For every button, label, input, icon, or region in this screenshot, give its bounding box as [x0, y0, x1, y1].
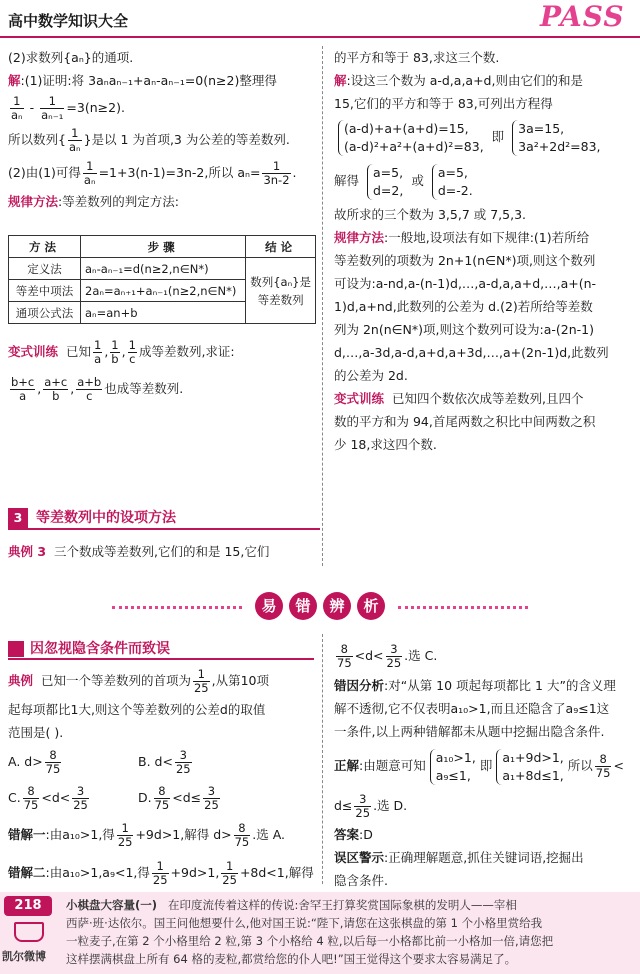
method-table [8, 235, 316, 324]
variant-label: 变式训练 [334, 391, 385, 406]
option-d: D. $\frac{8}{75}$ <d≤ $\frac{3}{25}$ [138, 784, 219, 812]
fraction: $\frac{1}{\text{aₙ}}$ [11, 94, 23, 122]
wrong-solution-2: 错解二:由a₁₀>1,a₉<1,得 $\frac{1}{25}$ +9d>1, $\frac{1}{25}$ +8d<1,解得 [8, 859, 314, 887]
section-marker [8, 641, 24, 657]
publisher-label: 凯尔微博 [2, 950, 46, 963]
banner-char: 错 [289, 592, 317, 620]
page-footer [0, 892, 640, 974]
options-row-2 [8, 780, 320, 816]
table-row: 等差中项法 2aₙ=aₙ₊₁+aₙ₋₁(n≥2,n∈N*) [9, 280, 316, 302]
variant-training-left: 变式训练 已知 $\frac{1}{a}$ , $\frac{1}{b}$ , $\frac{1}{c}$ 成等差数列,求证: $\frac{b+c}{a}$ , $\frac{a+c}{b}$ , $\frac{a+b}{c}$ 也成等差数列. [8, 338, 235, 403]
section-number: 3 [8, 508, 28, 528]
conclusion-line: 所以数列{ $\frac{1}{\text{aₙ}}$ }是以 1 为首项,3 为公差的等差数列. [8, 126, 290, 154]
column-divider-bottom [322, 634, 323, 884]
error-analysis-banner [0, 592, 640, 624]
left-column-top [8, 46, 318, 213]
correct-solution: 正解:由题意可知 a₁₀>1, a₉≤1, 即 a₁+9d>1, a₁+8d≤1, 所以 $\frac{8}{75}$ < [334, 749, 624, 783]
warning-label: 误区警示 [334, 850, 385, 865]
page-number: 218 [14, 898, 42, 913]
wrong-solution-1: 错解一:由a₁₀>1,得 $\frac{1}{25}$ +9d>1,解得 d> $\frac{8}{75}$ .选 A. [8, 821, 286, 849]
banner-char: 辨 [323, 592, 351, 620]
general-term-line: (2)由(1)可得 $\frac{1}{\text{aₙ}}$ =1+3(n-1)=3n-2,所以 aₙ= $\frac{1}{3n-2}$ . [8, 159, 297, 187]
recurrence-line: $\frac{1}{\text{aₙ}}$ - $\frac{1}{\text{aₙ₋₁}}$ =3(n≥2). [11, 94, 125, 122]
book-icon [14, 922, 44, 942]
banner-char: 易 [255, 592, 283, 620]
dotted-line-right [398, 606, 528, 609]
section-title: 因忽视隐含条件而致误 [30, 641, 170, 657]
solution-label: 解 [8, 73, 21, 88]
option-a: A. d> $\frac{8}{75}$ [8, 748, 61, 776]
banner-char: 析 [357, 592, 385, 620]
solution-line: 解:(1)证明:将 3aₙaₙ₋₁+aₙ-aₙ₋₁=0(n≥2)整理得 [8, 73, 277, 88]
table-header: 方法 [9, 236, 81, 258]
story-text: 小棋盘大容量(一) 在印度流传着这样的传说:舍罕王打算奖赏国际象棋的发明人——宰相 西萨·班·达依尔。国王问他想要什么,他对国王说:“陛下,请您在这张棋盘的第 1 个小格里赏给我 一粒麦子,在第 2 个小格里给 2 粒,第 3 个小格给 4 粒,以后每一小格都比前一小格加一倍,请您把 这样摆满棋盘上所有 64 格的麦粒,都赏给您的仆人吧!”国王觉得这个要求太容易满足了。 [66, 898, 554, 966]
error-section-heading [8, 638, 314, 660]
dotted-line-left [112, 606, 242, 609]
variant-label: 变式训练 [8, 344, 59, 359]
table-header: 步骤 [81, 236, 246, 258]
table-row: 通项公式法 aₙ=an+b [9, 302, 316, 324]
solution-system: 解得 a=5, d=2, 或 a=5, d=-2. [334, 164, 473, 198]
example-label: 典例 [8, 673, 34, 688]
right-column-bottom: $\frac{8}{75}$ <d< $\frac{3}{25}$ .选 C. 错因分析:对“从第 10 项起每项都比 1 大”的含义理 解不透彻,它不仅表明a₁₀>1,而且还隐含了a₉≤1这 一条件,以上两种错解都未从题中挖掘出隐含条件. 正解:由题意可知 a₁₀>1, a₉≤1, 即 a₁+9d>1, a₁+8d≤1, 所以 $\frac{8}{75}$ < d≤ $\frac{3}{25}$ .选 D. 答案:D 误区警示:正确理解题意,抓住关键词语,挖掘出 隐含条件. [334, 638, 634, 892]
rule-label: 规律方法 [334, 230, 385, 245]
answer-label: 答案 [334, 827, 360, 842]
page-header [0, 0, 640, 38]
rule-method-line: 规律方法:等差数列的判定方法: [8, 194, 179, 209]
problem-part2: (2)求数列{aₙ}的通项. [8, 50, 134, 65]
table-conclusion: 数列{aₙ}是 等差数列 [246, 258, 316, 324]
option-c: C. $\frac{8}{75}$ <d< $\frac{3}{25}$ [8, 784, 88, 812]
section-title: 等差数列中的设项方法 [36, 510, 176, 526]
option-b: B. d< $\frac{3}{25}$ [138, 748, 191, 776]
equation-system: (a-d)+a+(a+d)=15, (a-d)²+a²+(a+d)²=83, 即 3a=15, 3a²+2d²=83, [334, 115, 634, 159]
options-row-1 [8, 744, 320, 780]
fraction: $\frac{1}{\text{aₙ₋₁}}$ [41, 94, 64, 122]
cause-label: 错因分析 [334, 678, 385, 693]
column-divider-top [322, 46, 323, 566]
header-title: 高中数学知识大全 [8, 12, 129, 30]
rule-label: 规律方法 [8, 194, 59, 209]
table-row: 定义法 aₙ-aₙ₋₁=d(n≥2,n∈N*) 数列{aₙ}是 等差数列 [9, 258, 316, 280]
example-3: 典例 3 三个数成等差数列,它们的和是 15,它们 [8, 544, 270, 559]
error-example: 典例 已知一个等差数列的首项为 $\frac{1}{25}$ ,从第10项 起每项都比1大,则这个等差数列的公差d的取值 范围是( ). A. d> $\frac{8}{75}$ B. d< $\frac{3}{25}$ C. $\frac{8}{75}$ <d< $\frac{3}{25}$ D. $\frac{8}{75}$ <d≤ $\frac{3}{25}$ 错解一:由a₁₀>1,得 $\frac{1}{25}$ +9d>1,解得 d> $\frac{8}{75}$ .选 A. 错解二:由a₁₀>1,a₉<1,得 $\frac{1}{25}$ +9d>1, $\frac{1}{25}$ +8d<1,解得 [8, 664, 320, 892]
solution-label: 解 [334, 73, 347, 88]
brand-logo: PASS [540, 0, 625, 33]
right-column-top: 的平方和等于 83,求这三个数. 解:设这三个数为 a-d,a,a+d,则由它们的和是 15,它们的平方和等于 83,可列出方程得 (a-d)+a+(a+d)=15, (a-d)²+a²+(a+d)²=83, 即 3a=15, 3a²+2d²=83, 解得 a=5, d=2, 或 a=5, d=-2. 故所求的三个数为 3,5,7 或 7,5,3. 规律方法:一般地,设项法有如下规律:(1)若所给 等差数列的项数为 2n+1(n∈N*)项,则这个数列 可设为:a-nd,a-(n-1)d,…,a-d,a,a+d,…,a+(n- 1)d,a+nd,此数列的公差为 d.(2)若所给等差数 列为 2n(n∈N*)项,则这个数列可设为:a-(2n-1) d,…,a-3d,a-d,a+d,a+3d,…,a+(2n-1)d,此数列 的公差为 2d. 变式训练 已知四个数依次成等差数列,且四个 数的平方和为 94,首尾两数之积比中间两数之积 少 18,求这四个数. [334, 46, 634, 456]
section-3-heading [8, 506, 320, 530]
table-header: 结论 [246, 236, 316, 258]
story-title: 小棋盘大容量(一) [66, 898, 158, 912]
example-label: 典例 3 [8, 544, 47, 559]
